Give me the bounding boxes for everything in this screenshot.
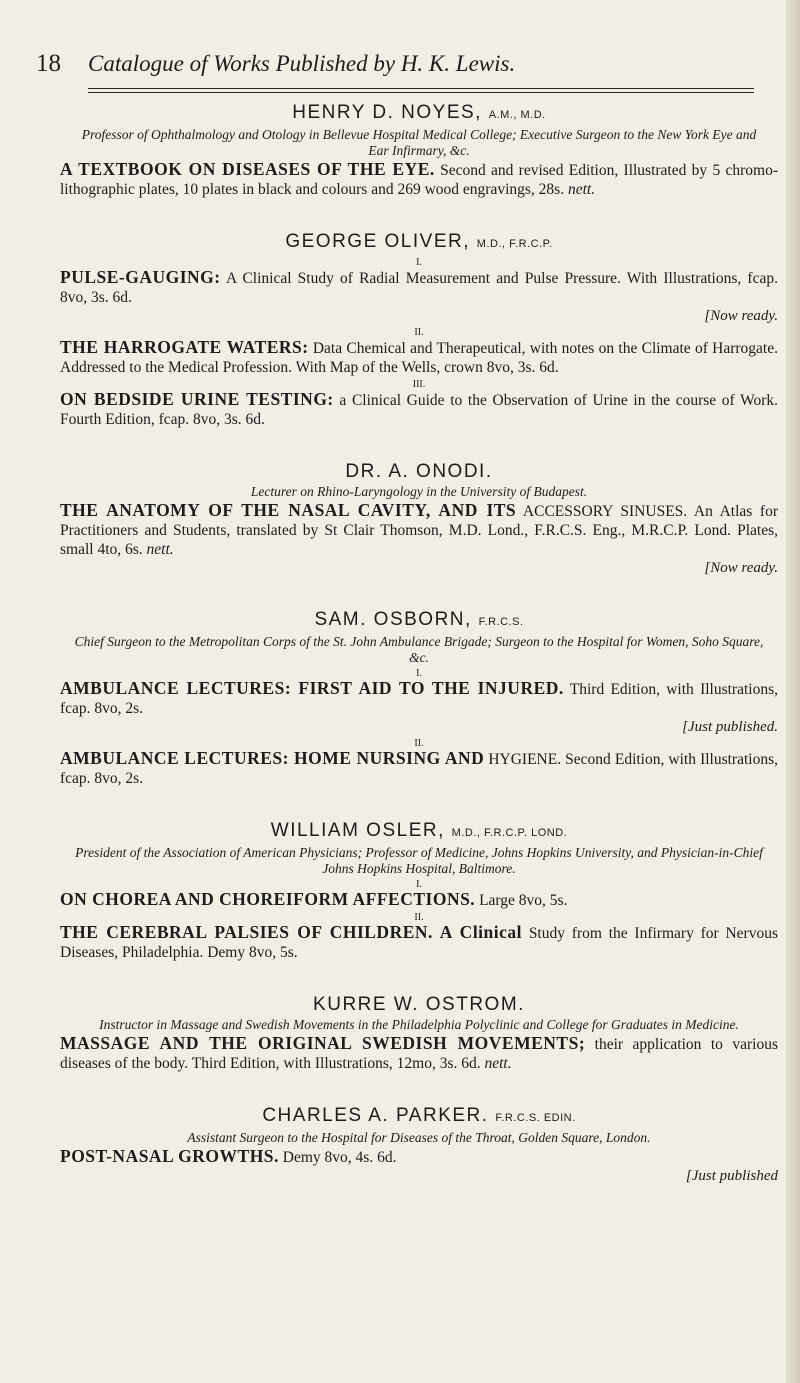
work-number: I.: [416, 879, 422, 890]
work-listing: [60, 268, 778, 307]
catalogue-entry: [60, 102, 778, 199]
author-name: [60, 102, 778, 126]
work-title: ON CHOREA AND CHOREIFORM AFFECTIONS.: [60, 889, 476, 909]
author-name-text: HENRY D. NOYES,: [292, 102, 482, 123]
work-details: Demy 8vo, 4s. 6d.: [282, 1149, 397, 1166]
author-affiliation: Lecturer on Rhino-Laryngology in the University of Budapest.: [250, 484, 588, 499]
author-name-text: GEORGE OLIVER,: [285, 231, 470, 252]
work-number: I.: [416, 668, 422, 679]
work-details: Second and revised Edition, Illustrated by 5 chromo-lithographic plates, 10 plates in black and colours and 269 wood engravings, 28s.: [60, 162, 778, 198]
author-name: [60, 231, 778, 255]
work-listing: [60, 749, 778, 788]
work-title: THE ANATOMY OF THE NASAL CAVITY, AND ITS: [60, 500, 517, 520]
author-degrees: M.D., F.R.C.P.: [476, 238, 553, 250]
availability-status: [Now ready.: [704, 308, 778, 324]
work-details: Large 8vo, 5s.: [479, 892, 568, 909]
work-title: THE CEREBRAL PALSIES OF CHILDREN. A Clinical: [60, 922, 523, 942]
availability-status: [Now ready.: [704, 560, 778, 576]
author-name: [60, 820, 778, 844]
work-number: II.: [414, 738, 424, 749]
work-title: ON BEDSIDE URINE TESTING:: [60, 389, 334, 409]
page-header: [0, 50, 800, 90]
price-nett: nett.: [146, 541, 174, 558]
author-affiliation: Chief Surgeon to the Metropolitan Corps of the St. John Ambulance Brigade; Surgeon to the Hospital for Women, Soho Square, &c.: [74, 634, 764, 665]
header-rule: [88, 88, 754, 89]
author-name: [60, 1105, 778, 1129]
work-title: AMBULANCE LECTURES: FIRST AID TO THE INJURED.: [60, 678, 564, 698]
work-details: their application to various diseases of the body. Third Edition, with Illustrations, 12mo, 3s. 6d.: [60, 1036, 779, 1072]
author-affiliation: Assistant Surgeon to the Hospital for Diseases of the Throat, Golden Square, London.: [187, 1130, 651, 1145]
work-number: II.: [414, 912, 424, 923]
work-number: I.: [416, 257, 422, 268]
page-number: 18: [36, 50, 61, 77]
catalogue-entries: [60, 102, 778, 1217]
author-degrees: F.R.C.S.: [478, 616, 524, 628]
catalogue-entry: [60, 461, 778, 577]
author-degrees: A.M., M.D.: [488, 109, 546, 121]
work-details: Study from the Infirmary for Nervous Diseases, Philadelphia. Demy 8vo, 5s.: [60, 925, 778, 961]
running-title: Catalogue of Works Published by H. K. Lewis.: [88, 51, 516, 76]
work-details: Third Edition, with Illustrations, fcap. 8vo, 2s.: [60, 681, 778, 717]
author-name: [60, 461, 778, 483]
work-listing: [60, 501, 778, 559]
catalogue-entry: [60, 609, 778, 788]
work-details: ACCESSORY SINUSES. An Atlas for Practitioners and Students, translated by St Clair Thomson, M.D. Lond., F.R.C.S. Eng., M.R.C.P. Lond. Plates, small 4to, 6s.: [60, 503, 778, 558]
catalogue-entry: [60, 994, 778, 1073]
author-affiliation: President of the Association of American Physicians; Professor of Medicine, Johns Hopkins University, and Physician-in-Chief Johns Hopkins Hospital, Baltimore.: [75, 845, 763, 876]
catalogue-entry: [60, 1105, 778, 1185]
author-affiliation: Professor of Ophthalmology and Otology in Bellevue Hospital Medical College; Executive Surgeon to the New York Eye and Ear Infirmary, &c.: [81, 127, 757, 158]
work-listing: [60, 923, 778, 962]
author-affiliation: Instructor in Massage and Swedish Movements in the Philadelphia Polyclinic and College for Graduates in Medicine.: [99, 1017, 739, 1032]
author-degrees: M.D., F.R.C.P. LOND.: [451, 827, 568, 839]
author-degrees: F.R.C.S. EDIN.: [495, 1112, 576, 1124]
work-title: PULSE-GAUGING:: [60, 267, 221, 287]
work-listing: [60, 338, 778, 377]
author-name-text: DR. A. ONODI.: [345, 461, 493, 482]
header-rule-2: [88, 92, 754, 93]
author-name: [60, 994, 778, 1016]
work-details: A Clinical Study of Radial Measurement and Pulse Pressure. With Illustrations, fcap. 8vo, 3s. 6d.: [60, 270, 778, 306]
author-name-text: WILLIAM OSLER,: [270, 820, 445, 841]
work-details: Data Chemical and Therapeutical, with notes on the Climate of Harrogate. Addressed to the Medical Profession. With Map of the Wells, crown 8vo, 3s. 6d.: [60, 340, 778, 376]
catalogue-entry: [60, 231, 778, 429]
author-name: [60, 609, 778, 633]
work-title: POST-NASAL GROWTHS.: [60, 1146, 279, 1166]
work-details: a Clinical Guide to the Observation of Urine in the course of Work. Fourth Edition, fcap. 8vo, 3s. 6d.: [60, 392, 779, 428]
work-title: MASSAGE AND THE ORIGINAL SWEDISH MOVEMENTS;: [60, 1033, 586, 1053]
work-number: II.: [414, 327, 424, 338]
work-listing: [60, 1034, 778, 1073]
author-name-text: SAM. OSBORN,: [314, 609, 472, 630]
catalogue-entry: [60, 820, 778, 962]
author-name-text: CHARLES A. PARKER.: [262, 1105, 489, 1126]
work-title: A TEXTBOOK ON DISEASES OF THE EYE.: [60, 159, 435, 179]
work-title: THE HARROGATE WATERS:: [60, 337, 309, 357]
author-name-text: KURRE W. OSTROM.: [313, 994, 525, 1015]
work-details: HYGIENE. Second Edition, with Illustrations, fcap. 8vo, 2s.: [60, 751, 778, 787]
work-listing: [60, 390, 778, 429]
work-listing: [60, 160, 778, 199]
price-nett: nett.: [484, 1055, 512, 1072]
work-number: III.: [412, 379, 426, 390]
page-edge: [786, 0, 800, 1383]
work-listing: [60, 890, 778, 910]
price-nett: nett.: [567, 181, 596, 198]
availability-status: [Just published: [685, 1168, 778, 1184]
work-listing: [60, 679, 778, 718]
work-title: AMBULANCE LECTURES: HOME NURSING AND: [60, 748, 485, 768]
work-listing: [60, 1147, 778, 1167]
availability-status: [Just published.: [682, 719, 778, 735]
